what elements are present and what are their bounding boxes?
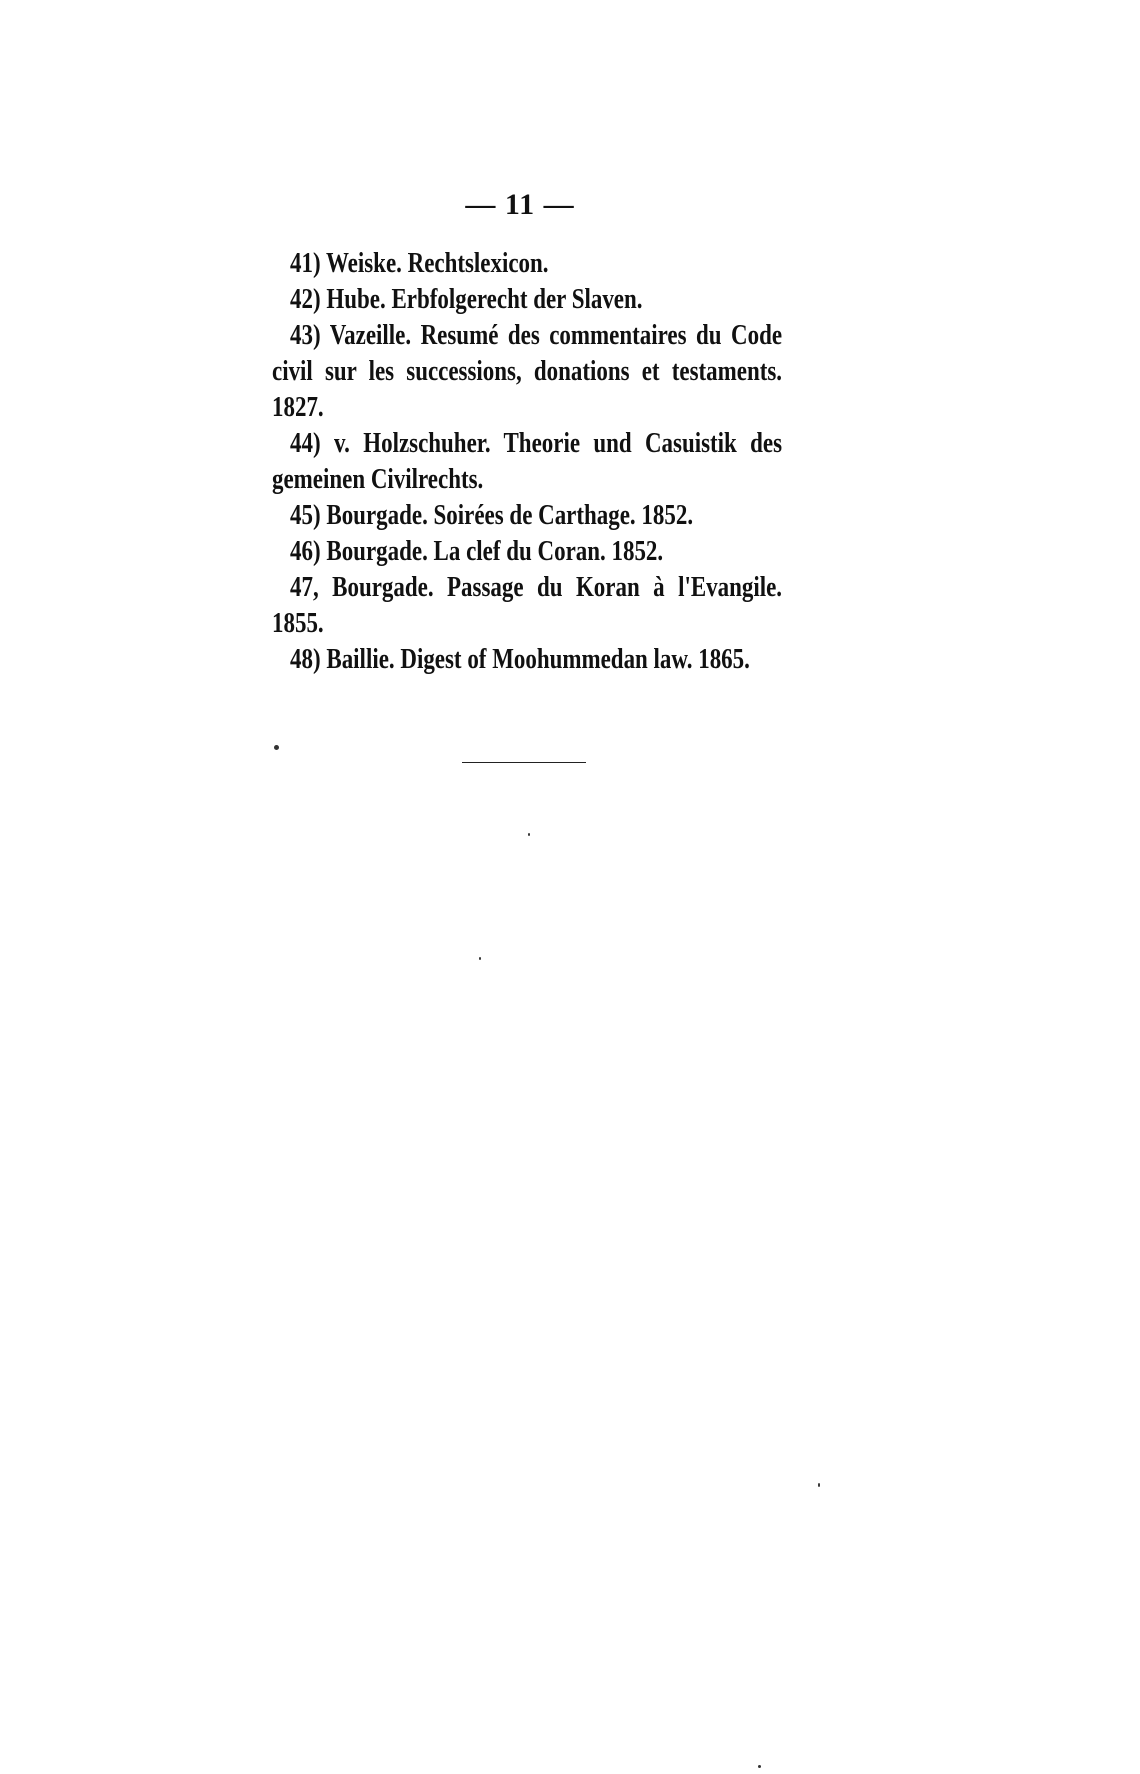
page-number: — 11 — <box>465 188 575 221</box>
reference-text: v. Holzschuher. Theorie und Casuistik des gemeinen Civilrechts. <box>272 428 783 495</box>
reference-number: 42) <box>290 284 321 315</box>
ink-speck <box>479 957 481 960</box>
reference-text: Vazeille. Resumé des commentaires du Code civil sur les successions, donations et testaments. 1827. <box>272 320 783 423</box>
reference-entry <box>272 570 782 642</box>
reference-number: 41) <box>290 248 321 279</box>
reference-entry <box>272 642 782 678</box>
reference-text: Hube. Erbfolgerecht der Slaven. <box>320 284 643 315</box>
ink-speck <box>758 1765 761 1768</box>
reference-text: Baillie. Digest of Moohummedan law. 1865. <box>320 644 750 675</box>
reference-number: 43) <box>290 320 321 351</box>
reference-text: Bourgade. La clef du Coran. 1852. <box>320 536 664 567</box>
reference-text: Weiske. Rechtslexicon. <box>320 248 549 279</box>
reference-entry <box>272 246 782 282</box>
reference-entry <box>272 534 782 570</box>
reference-entry <box>272 426 782 498</box>
reference-number: 48) <box>290 644 321 675</box>
reference-number: 45) <box>290 500 321 531</box>
ink-speck <box>528 833 530 836</box>
reference-number: 46) <box>290 536 321 567</box>
reference-entry <box>272 282 782 318</box>
reference-text: Bourgade. Soirées de Carthage. 1852. <box>320 500 694 531</box>
reference-entry <box>272 318 782 426</box>
ink-speck <box>274 745 279 750</box>
reference-list <box>272 246 782 678</box>
reference-number: 44) <box>290 428 321 459</box>
reference-entry <box>272 498 782 534</box>
ink-speck <box>818 1483 820 1487</box>
section-end-rule <box>462 762 586 763</box>
reference-number: 47, <box>290 572 319 603</box>
reference-text: Bourgade. Passage du Koran à l'Evangile. 1855. <box>272 572 783 639</box>
